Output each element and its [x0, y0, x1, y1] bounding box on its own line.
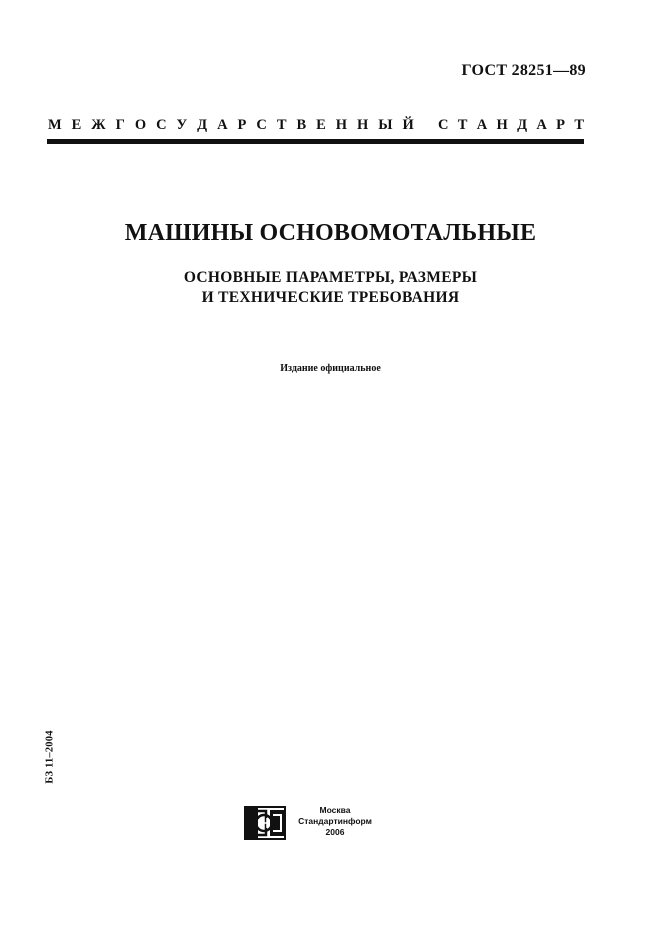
standard-word: [438, 117, 584, 134]
document-title: МАШИНЫ ОСНОВОМОТАЛЬНЫЕ: [124, 220, 537, 246]
spaced-letter: А: [536, 117, 547, 133]
spaced-letter: Р: [237, 117, 247, 133]
header-rule: [47, 139, 584, 144]
publisher-year: 2006: [325, 827, 345, 837]
spaced-letter: Д: [197, 117, 208, 133]
publisher-block: [292, 805, 378, 838]
document-code: ГОСТ 28251—89: [461, 62, 586, 79]
document-subtitle-line-1: ОСНОВНЫЕ ПАРАМЕТРЫ, РАЗМЕРЫ: [183, 269, 478, 286]
spaced-letter: Й: [402, 117, 414, 133]
spaced-letter: Т: [574, 117, 584, 133]
spaced-letter: О: [134, 117, 147, 133]
spaced-letter: С: [156, 117, 167, 133]
spaced-letter: Ы: [378, 117, 393, 133]
spaced-letter: Р: [556, 117, 566, 133]
official-edition-label: Издание официальное: [280, 363, 381, 374]
standartinform-logo-icon: [244, 806, 286, 840]
spaced-letter: У: [176, 117, 188, 133]
spaced-letter: Е: [316, 117, 326, 133]
spaced-letter: Т: [457, 117, 468, 133]
spaced-letter: Г: [115, 117, 125, 133]
publisher-name: Стандартинформ: [298, 816, 372, 826]
spaced-letter: Т: [276, 117, 287, 133]
spaced-letter: Н: [357, 117, 369, 133]
interstate-word: [48, 117, 414, 134]
spaced-letter: М: [48, 117, 62, 133]
spaced-letter: Е: [71, 117, 82, 133]
spaced-letter: Д: [517, 117, 528, 133]
spaced-letter: Н: [335, 117, 348, 133]
spaced-letter: Н: [496, 117, 508, 133]
spaced-letter: С: [438, 117, 449, 133]
side-note-text: БЗ 11–2004: [44, 730, 56, 784]
spaced-letter: Ж: [91, 117, 106, 133]
spaced-letter: А: [217, 117, 228, 133]
side-note: [43, 725, 57, 789]
document-subtitle-line-2: И ТЕХНИЧЕСКИЕ ТРЕБОВАНИЯ: [201, 289, 460, 306]
publisher-city: Москва: [319, 805, 351, 815]
spaced-letter: В: [296, 117, 307, 133]
spaced-letter: С: [256, 117, 267, 133]
interstate-standard-heading: [48, 117, 584, 134]
spaced-letter: А: [476, 117, 488, 133]
